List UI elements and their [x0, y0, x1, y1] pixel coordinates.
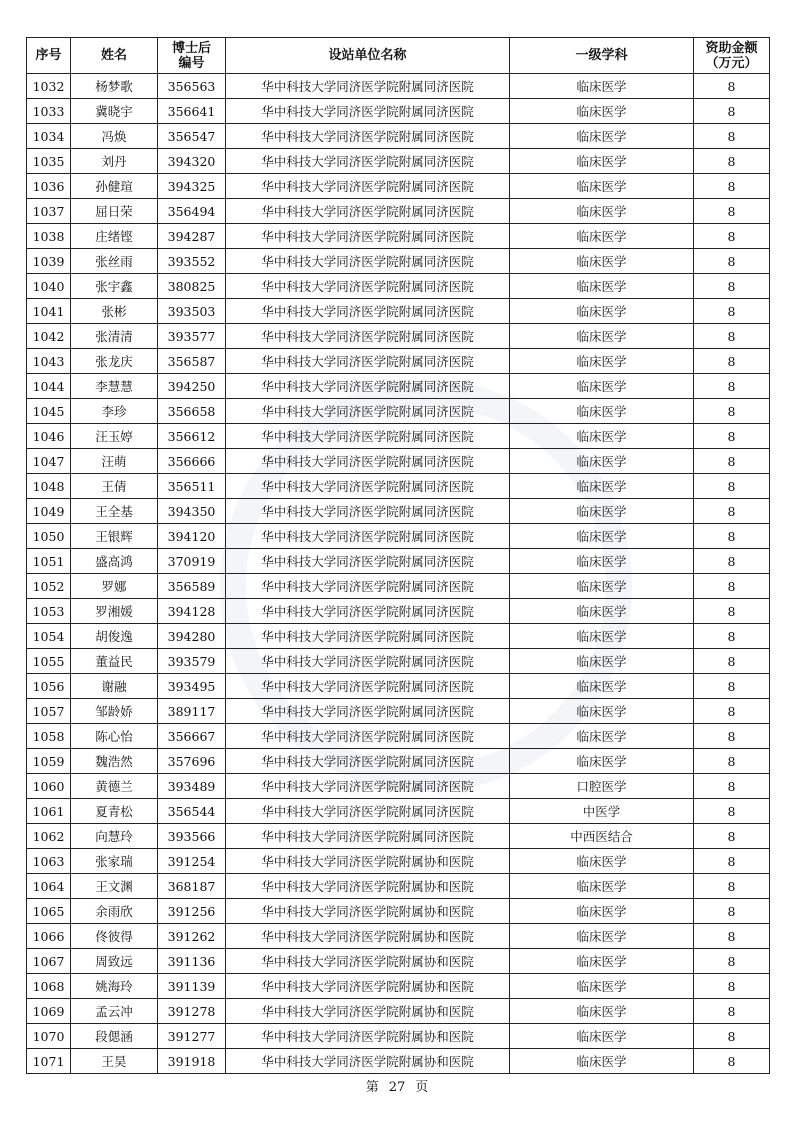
cell-name: 冀晓宇 [71, 99, 158, 124]
cell-unit: 华中科技大学同济医学院附属同济医院 [226, 574, 510, 599]
cell-index: 1063 [27, 849, 71, 874]
cell-amount: 8 [694, 224, 770, 249]
cell-unit: 华中科技大学同济医学院附属同济医院 [226, 349, 510, 374]
cell-postdoc-id: 393566 [158, 824, 226, 849]
cell-discipline: 中医学 [510, 799, 694, 824]
cell-postdoc-id: 391256 [158, 899, 226, 924]
cell-discipline: 临床医学 [510, 499, 694, 524]
cell-index: 1045 [27, 399, 71, 424]
cell-amount: 8 [694, 474, 770, 499]
cell-amount: 8 [694, 849, 770, 874]
cell-unit: 华中科技大学同济医学院附属同济医院 [226, 224, 510, 249]
cell-name: 姚海玲 [71, 974, 158, 999]
cell-index: 1043 [27, 349, 71, 374]
cell-unit: 华中科技大学同济医学院附属协和医院 [226, 874, 510, 899]
cell-amount: 8 [694, 1049, 770, 1074]
header-name: 姓名 [71, 38, 158, 74]
header-postdoc-id [158, 38, 226, 74]
cell-unit: 华中科技大学同济医学院附属同济医院 [226, 699, 510, 724]
table-row [27, 874, 770, 899]
cell-discipline: 中西医结合 [510, 824, 694, 849]
cell-postdoc-id: 393577 [158, 324, 226, 349]
cell-name: 屈日荣 [71, 199, 158, 224]
cell-index: 1069 [27, 999, 71, 1024]
cell-unit: 华中科技大学同济医学院附属同济医院 [226, 124, 510, 149]
cell-index: 1050 [27, 524, 71, 549]
cell-amount: 8 [694, 624, 770, 649]
cell-postdoc-id: 391254 [158, 849, 226, 874]
cell-unit: 华中科技大学同济医学院附属同济医院 [226, 149, 510, 174]
cell-index: 1042 [27, 324, 71, 349]
cell-name: 佟彼得 [71, 924, 158, 949]
cell-name: 李慧慧 [71, 374, 158, 399]
cell-amount: 8 [694, 574, 770, 599]
cell-discipline: 临床医学 [510, 974, 694, 999]
cell-index: 1036 [27, 174, 71, 199]
cell-unit: 华中科技大学同济医学院附属同济医院 [226, 74, 510, 99]
cell-unit: 华中科技大学同济医学院附属同济医院 [226, 674, 510, 699]
cell-name: 盛高鸿 [71, 549, 158, 574]
cell-name: 谢融 [71, 674, 158, 699]
cell-amount: 8 [694, 399, 770, 424]
cell-unit: 华中科技大学同济医学院附属同济医院 [226, 524, 510, 549]
cell-amount: 8 [694, 899, 770, 924]
cell-name: 张龙庆 [71, 349, 158, 374]
header-amount-line2: （万元） [705, 55, 758, 71]
cell-unit: 华中科技大学同济医学院附属同济医院 [226, 99, 510, 124]
cell-postdoc-id: 356547 [158, 124, 226, 149]
cell-postdoc-id: 394120 [158, 524, 226, 549]
table-row [27, 974, 770, 999]
footer-page-number: 27 [388, 1080, 406, 1095]
cell-unit: 华中科技大学同济医学院附属协和医院 [226, 849, 510, 874]
table-body [27, 74, 770, 1074]
cell-amount: 8 [694, 749, 770, 774]
cell-unit: 华中科技大学同济医学院附属同济医院 [226, 774, 510, 799]
cell-postdoc-id: 356563 [158, 74, 226, 99]
cell-amount: 8 [694, 674, 770, 699]
cell-discipline: 临床医学 [510, 749, 694, 774]
cell-discipline: 临床医学 [510, 674, 694, 699]
cell-discipline: 临床医学 [510, 1024, 694, 1049]
table-row [27, 774, 770, 799]
cell-name: 李珍 [71, 399, 158, 424]
table-row [27, 174, 770, 199]
cell-index: 1060 [27, 774, 71, 799]
cell-discipline: 临床医学 [510, 424, 694, 449]
table-row [27, 924, 770, 949]
cell-unit: 华中科技大学同济医学院附属同济医院 [226, 799, 510, 824]
cell-index: 1056 [27, 674, 71, 699]
table-row [27, 1049, 770, 1074]
header-unit: 设站单位名称 [226, 38, 510, 74]
cell-index: 1061 [27, 799, 71, 824]
cell-amount: 8 [694, 99, 770, 124]
table-row [27, 249, 770, 274]
cell-discipline: 临床医学 [510, 549, 694, 574]
table-row [27, 499, 770, 524]
cell-postdoc-id: 356666 [158, 449, 226, 474]
cell-name: 董益民 [71, 649, 158, 674]
footer-prefix: 第 [365, 1080, 379, 1095]
cell-postdoc-id: 391918 [158, 1049, 226, 1074]
cell-index: 1053 [27, 599, 71, 624]
cell-discipline: 临床医学 [510, 599, 694, 624]
cell-index: 1049 [27, 499, 71, 524]
cell-name: 张彬 [71, 299, 158, 324]
cell-index: 1068 [27, 974, 71, 999]
cell-name: 孟云冲 [71, 999, 158, 1024]
cell-discipline: 临床医学 [510, 849, 694, 874]
cell-index: 1039 [27, 249, 71, 274]
cell-unit: 华中科技大学同济医学院附属协和医院 [226, 999, 510, 1024]
cell-discipline: 临床医学 [510, 374, 694, 399]
cell-name: 王银辉 [71, 524, 158, 549]
cell-amount: 8 [694, 199, 770, 224]
table-row [27, 749, 770, 774]
cell-discipline: 临床医学 [510, 574, 694, 599]
cell-name: 杨梦歌 [71, 74, 158, 99]
cell-postdoc-id: 391139 [158, 974, 226, 999]
cell-discipline: 临床医学 [510, 249, 694, 274]
cell-index: 1037 [27, 199, 71, 224]
cell-amount: 8 [694, 349, 770, 374]
cell-index: 1054 [27, 624, 71, 649]
cell-amount: 8 [694, 449, 770, 474]
cell-discipline: 临床医学 [510, 949, 694, 974]
cell-postdoc-id: 370919 [158, 549, 226, 574]
cell-unit: 华中科技大学同济医学院附属同济医院 [226, 499, 510, 524]
cell-index: 1040 [27, 274, 71, 299]
header-postdoc-id-line1: 博士后 [171, 40, 211, 56]
cell-index: 1035 [27, 149, 71, 174]
cell-amount: 8 [694, 324, 770, 349]
cell-unit: 华中科技大学同济医学院附属同济医院 [226, 174, 510, 199]
cell-amount: 8 [694, 649, 770, 674]
cell-unit: 华中科技大学同济医学院附属同济医院 [226, 474, 510, 499]
header-amount [694, 38, 770, 74]
cell-amount: 8 [694, 774, 770, 799]
cell-index: 1051 [27, 549, 71, 574]
table-row [27, 424, 770, 449]
cell-amount: 8 [694, 424, 770, 449]
cell-index: 1032 [27, 74, 71, 99]
table-row [27, 724, 770, 749]
table-row [27, 199, 770, 224]
cell-discipline: 临床医学 [510, 199, 694, 224]
cell-discipline: 临床医学 [510, 74, 694, 99]
table-row [27, 674, 770, 699]
cell-name: 罗娜 [71, 574, 158, 599]
cell-discipline: 临床医学 [510, 149, 694, 174]
cell-discipline: 临床医学 [510, 524, 694, 549]
cell-index: 1052 [27, 574, 71, 599]
cell-amount: 8 [694, 724, 770, 749]
cell-postdoc-id: 391277 [158, 1024, 226, 1049]
cell-name: 夏青松 [71, 799, 158, 824]
cell-postdoc-id: 356667 [158, 724, 226, 749]
cell-postdoc-id: 368187 [158, 874, 226, 899]
cell-discipline: 临床医学 [510, 224, 694, 249]
table-row [27, 949, 770, 974]
cell-discipline: 临床医学 [510, 274, 694, 299]
cell-discipline: 临床医学 [510, 299, 694, 324]
cell-index: 1066 [27, 924, 71, 949]
cell-postdoc-id: 380825 [158, 274, 226, 299]
cell-unit: 华中科技大学同济医学院附属同济医院 [226, 199, 510, 224]
cell-amount: 8 [694, 299, 770, 324]
cell-unit: 华中科技大学同济医学院附属同济医院 [226, 749, 510, 774]
cell-discipline: 临床医学 [510, 174, 694, 199]
cell-index: 1041 [27, 299, 71, 324]
table-row [27, 124, 770, 149]
cell-index: 1033 [27, 99, 71, 124]
table-row [27, 474, 770, 499]
cell-index: 1044 [27, 374, 71, 399]
cell-unit: 华中科技大学同济医学院附属同济医院 [226, 449, 510, 474]
cell-amount: 8 [694, 949, 770, 974]
cell-postdoc-id: 389117 [158, 699, 226, 724]
cell-discipline: 临床医学 [510, 999, 694, 1024]
cell-discipline: 临床医学 [510, 324, 694, 349]
table-row [27, 449, 770, 474]
cell-discipline: 临床医学 [510, 449, 694, 474]
cell-name: 孙健瑄 [71, 174, 158, 199]
header-postdoc-id-line2: 编号 [178, 55, 205, 71]
cell-name: 王倩 [71, 474, 158, 499]
cell-amount: 8 [694, 924, 770, 949]
cell-amount: 8 [694, 999, 770, 1024]
table-row [27, 799, 770, 824]
page-footer [0, 1076, 794, 1095]
cell-index: 1065 [27, 899, 71, 924]
cell-postdoc-id: 357696 [158, 749, 226, 774]
cell-index: 1038 [27, 224, 71, 249]
cell-discipline: 临床医学 [510, 624, 694, 649]
cell-amount: 8 [694, 249, 770, 274]
cell-name: 黄德兰 [71, 774, 158, 799]
cell-postdoc-id: 356511 [158, 474, 226, 499]
cell-postdoc-id: 393579 [158, 649, 226, 674]
cell-unit: 华中科技大学同济医学院附属同济医院 [226, 599, 510, 624]
funding-list-sheet [26, 37, 769, 1074]
cell-name: 魏浩然 [71, 749, 158, 774]
table-row [27, 849, 770, 874]
cell-discipline: 临床医学 [510, 474, 694, 499]
cell-discipline: 临床医学 [510, 724, 694, 749]
header-amount-line1: 资助金额 [705, 40, 758, 56]
cell-amount: 8 [694, 549, 770, 574]
table-row [27, 299, 770, 324]
cell-name: 余雨欣 [71, 899, 158, 924]
cell-amount: 8 [694, 524, 770, 549]
table-row [27, 349, 770, 374]
table-row [27, 524, 770, 549]
cell-name: 罗湘媛 [71, 599, 158, 624]
table-row [27, 1024, 770, 1049]
cell-postdoc-id: 356589 [158, 574, 226, 599]
cell-postdoc-id: 394250 [158, 374, 226, 399]
cell-postdoc-id: 356587 [158, 349, 226, 374]
cell-discipline: 临床医学 [510, 899, 694, 924]
cell-postdoc-id: 393552 [158, 249, 226, 274]
cell-postdoc-id: 394325 [158, 174, 226, 199]
cell-unit: 华中科技大学同济医学院附属同济医院 [226, 274, 510, 299]
cell-postdoc-id: 356544 [158, 799, 226, 824]
cell-amount: 8 [694, 699, 770, 724]
cell-unit: 华中科技大学同济医学院附属同济医院 [226, 399, 510, 424]
table-header-row [27, 38, 770, 74]
cell-name: 邹龄娇 [71, 699, 158, 724]
cell-index: 1071 [27, 1049, 71, 1074]
cell-unit: 华中科技大学同济医学院附属协和医院 [226, 1024, 510, 1049]
cell-amount: 8 [694, 74, 770, 99]
cell-postdoc-id: 356658 [158, 399, 226, 424]
cell-name: 王昊 [71, 1049, 158, 1074]
cell-amount: 8 [694, 1024, 770, 1049]
cell-postdoc-id: 394280 [158, 624, 226, 649]
cell-name: 王文渊 [71, 874, 158, 899]
cell-postdoc-id: 394350 [158, 499, 226, 524]
table-row [27, 999, 770, 1024]
cell-name: 刘丹 [71, 149, 158, 174]
cell-postdoc-id: 391278 [158, 999, 226, 1024]
cell-discipline: 临床医学 [510, 399, 694, 424]
cell-index: 1058 [27, 724, 71, 749]
cell-unit: 华中科技大学同济医学院附属同济医院 [226, 374, 510, 399]
cell-index: 1070 [27, 1024, 71, 1049]
cell-unit: 华中科技大学同济医学院附属协和医院 [226, 974, 510, 999]
cell-amount: 8 [694, 974, 770, 999]
table-row [27, 274, 770, 299]
cell-name: 张宇鑫 [71, 274, 158, 299]
table-row [27, 74, 770, 99]
table-row [27, 99, 770, 124]
table-row [27, 149, 770, 174]
cell-amount: 8 [694, 149, 770, 174]
table-row [27, 324, 770, 349]
table-row [27, 599, 770, 624]
cell-postdoc-id: 394128 [158, 599, 226, 624]
cell-unit: 华中科技大学同济医学院附属同济医院 [226, 249, 510, 274]
cell-discipline: 临床医学 [510, 99, 694, 124]
cell-unit: 华中科技大学同济医学院附属同济医院 [226, 299, 510, 324]
cell-postdoc-id: 356612 [158, 424, 226, 449]
cell-postdoc-id: 394320 [158, 149, 226, 174]
cell-name: 张家瑞 [71, 849, 158, 874]
cell-discipline: 临床医学 [510, 874, 694, 899]
cell-unit: 华中科技大学同济医学院附属协和医院 [226, 1049, 510, 1074]
cell-name: 张清清 [71, 324, 158, 349]
cell-name: 庄绪铿 [71, 224, 158, 249]
cell-postdoc-id: 393495 [158, 674, 226, 699]
cell-name: 王全基 [71, 499, 158, 524]
cell-index: 1046 [27, 424, 71, 449]
table-row [27, 399, 770, 424]
cell-amount: 8 [694, 799, 770, 824]
cell-index: 1055 [27, 649, 71, 674]
cell-unit: 华中科技大学同济医学院附属同济医院 [226, 724, 510, 749]
cell-unit: 华中科技大学同济医学院附属协和医院 [226, 899, 510, 924]
table-row [27, 549, 770, 574]
table-row [27, 649, 770, 674]
cell-index: 1059 [27, 749, 71, 774]
cell-amount: 8 [694, 274, 770, 299]
cell-name: 周致远 [71, 949, 158, 974]
cell-amount: 8 [694, 824, 770, 849]
cell-name: 胡俊逸 [71, 624, 158, 649]
cell-unit: 华中科技大学同济医学院附属同济医院 [226, 549, 510, 574]
cell-postdoc-id: 393503 [158, 299, 226, 324]
cell-discipline: 临床医学 [510, 649, 694, 674]
header-index: 序号 [27, 38, 71, 74]
cell-index: 1057 [27, 699, 71, 724]
cell-discipline: 口腔医学 [510, 774, 694, 799]
cell-amount: 8 [694, 499, 770, 524]
footer-suffix: 页 [415, 1080, 429, 1095]
cell-name: 段偲涵 [71, 1024, 158, 1049]
cell-postdoc-id: 391136 [158, 949, 226, 974]
cell-discipline: 临床医学 [510, 924, 694, 949]
cell-index: 1064 [27, 874, 71, 899]
cell-index: 1047 [27, 449, 71, 474]
table-row [27, 624, 770, 649]
table-row [27, 224, 770, 249]
cell-amount: 8 [694, 599, 770, 624]
cell-unit: 华中科技大学同济医学院附属同济医院 [226, 624, 510, 649]
cell-discipline: 临床医学 [510, 349, 694, 374]
cell-name: 向慧玲 [71, 824, 158, 849]
cell-unit: 华中科技大学同济医学院附属同济医院 [226, 324, 510, 349]
funding-table [26, 37, 770, 1074]
cell-name: 冯焕 [71, 124, 158, 149]
table-row [27, 899, 770, 924]
cell-unit: 华中科技大学同济医学院附属同济医院 [226, 424, 510, 449]
cell-index: 1034 [27, 124, 71, 149]
cell-amount: 8 [694, 374, 770, 399]
cell-discipline: 临床医学 [510, 699, 694, 724]
header-discipline: 一级学科 [510, 38, 694, 74]
cell-amount: 8 [694, 174, 770, 199]
cell-postdoc-id: 393489 [158, 774, 226, 799]
cell-unit: 华中科技大学同济医学院附属同济医院 [226, 824, 510, 849]
table-row [27, 824, 770, 849]
cell-discipline: 临床医学 [510, 124, 694, 149]
cell-name: 汪萌 [71, 449, 158, 474]
cell-name: 张丝雨 [71, 249, 158, 274]
cell-postdoc-id: 391262 [158, 924, 226, 949]
cell-index: 1067 [27, 949, 71, 974]
cell-postdoc-id: 356494 [158, 199, 226, 224]
cell-unit: 华中科技大学同济医学院附属协和医院 [226, 949, 510, 974]
cell-amount: 8 [694, 874, 770, 899]
cell-postdoc-id: 356641 [158, 99, 226, 124]
cell-postdoc-id: 394287 [158, 224, 226, 249]
cell-amount: 8 [694, 124, 770, 149]
cell-name: 陈心怡 [71, 724, 158, 749]
cell-index: 1062 [27, 824, 71, 849]
cell-discipline: 临床医学 [510, 1049, 694, 1074]
table-row [27, 574, 770, 599]
cell-index: 1048 [27, 474, 71, 499]
table-row [27, 699, 770, 724]
cell-unit: 华中科技大学同济医学院附属同济医院 [226, 649, 510, 674]
cell-unit: 华中科技大学同济医学院附属协和医院 [226, 924, 510, 949]
table-row [27, 374, 770, 399]
cell-name: 汪玉婷 [71, 424, 158, 449]
